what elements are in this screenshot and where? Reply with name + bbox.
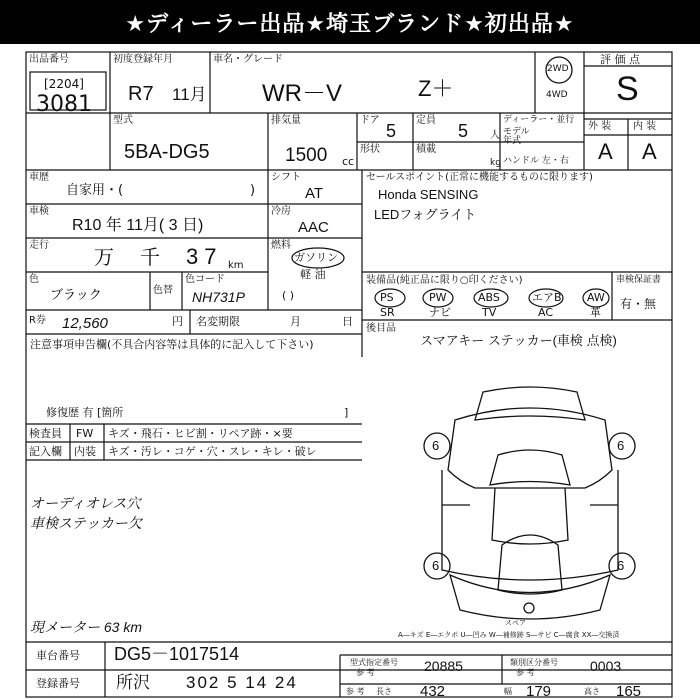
equip-aw: AW <box>587 291 605 304</box>
mileage-km: km <box>228 260 244 271</box>
auction-banner: ★ディーラー出品★埼玉ブランド★初出品★ <box>0 0 700 44</box>
model-type-label: 型式 <box>113 115 133 126</box>
equipment-label: 装備品(純正品に限り○印ください) <box>366 275 523 286</box>
displacement-value: 1500 <box>285 145 328 166</box>
notes-header: 注意事項申告欄(不具合内容等は具体的に記入して下さい) <box>30 338 314 351</box>
displacement-label: 排気量 <box>271 115 301 126</box>
fuel-diesel: 軽 油 <box>300 268 326 281</box>
tire-front-left: 6 <box>432 438 440 453</box>
rear-items-label: 後目品 <box>366 323 396 334</box>
category-ref: 参 考 <box>516 668 535 677</box>
interior-grade: A <box>642 139 657 164</box>
hand-note-1: オーディオレス穴 <box>30 495 141 511</box>
equip-navi: ナビ <box>429 306 451 319</box>
length-value: 432 <box>420 683 446 700</box>
fuel-label: 燃料 <box>271 240 291 251</box>
capacity-value: 5 <box>458 121 469 141</box>
sales-point-1: Honda SENSING <box>378 187 479 202</box>
shape-label: 形状 <box>360 144 380 155</box>
repair-close: ] <box>344 406 349 419</box>
first-reg-year: R7 <box>128 83 154 105</box>
capacity-unit: 人 <box>490 130 500 141</box>
model-grade-label: 車名・グレード <box>213 54 283 65</box>
lot-no-label: 出品番号 <box>29 54 69 65</box>
equip-sr: SR <box>380 306 395 319</box>
first-reg-label: 初度登録年月 <box>113 54 173 65</box>
chassis-no-value: DG5－1017514 <box>114 644 240 664</box>
car-name: WR－V <box>262 80 342 107</box>
sales-point-2: LEDフォグライト <box>374 207 477 222</box>
color-label: 色 <box>29 274 39 285</box>
aircon-label: 冷房 <box>271 206 291 217</box>
equip-ac: AC <box>538 306 554 319</box>
equip-abs: ABS <box>478 291 500 304</box>
history-close: ) <box>250 183 256 198</box>
shift-label: シフト <box>271 172 301 183</box>
reg-no-label: 登録番号 <box>36 677 80 690</box>
fw-items: キズ・飛石・ヒビ割・リペア跡・×要 <box>108 427 293 440</box>
equip-leather: 革 <box>590 306 601 319</box>
first-reg-month: 11月 <box>172 85 207 104</box>
reg-no-value: 302 5 14 24 <box>186 673 298 692</box>
fw-label: FW <box>76 427 94 440</box>
width-label: 幅 <box>504 687 512 696</box>
color-value: ブラック <box>50 287 102 302</box>
recycle-label: R券 <box>29 315 46 326</box>
repair-history: 修復歴 有 [箇所 <box>46 406 124 419</box>
drive-4wd: 4WD <box>546 90 568 100</box>
inspection-value: R10 年 11月( 3 日) <box>72 217 204 234</box>
rear-items-value: スマアキー ステッカー(車検 点検) <box>420 333 617 348</box>
width-value: 179 <box>526 683 552 700</box>
model-year-l2: 年式 <box>503 136 522 146</box>
expiry-day: 日 <box>342 315 353 328</box>
height-value: 165 <box>616 683 642 700</box>
lot-prefix: [2204] <box>44 77 84 91</box>
color-change-label: 色替 <box>153 285 173 296</box>
warranty-option: 有・無 <box>620 297 657 311</box>
category-label: 類別区分番号 <box>510 658 558 667</box>
sales-point-label: セールスポイント(正常に機能するものに限ります) <box>366 172 593 183</box>
hand-note-2: 車検ステッカー欠 <box>30 515 142 531</box>
inspector-label-2: 記入欄 <box>29 445 62 458</box>
door-value: 5 <box>386 121 397 141</box>
model-year-l1: モデル <box>503 127 530 137</box>
recycle-amount: 12,560 <box>62 315 108 332</box>
inner-label: 内装 <box>74 445 96 458</box>
exterior-grade: A <box>598 139 613 164</box>
equip-pw: PW <box>429 291 447 304</box>
tire-front-right: 6 <box>617 438 625 453</box>
equip-airbag: エアB <box>532 291 562 304</box>
spare-label: スペア <box>505 619 526 627</box>
history-value: 自家用・( <box>66 183 124 198</box>
capacity-label: 定員 <box>416 115 436 126</box>
length-label: 長さ <box>376 687 392 696</box>
aircon-value: AAC <box>298 219 329 236</box>
lot-number: 3081 <box>36 92 92 117</box>
door-label: ドア <box>360 115 380 126</box>
equip-ps: PS <box>380 291 394 304</box>
color-code-value: NH731P <box>192 289 245 305</box>
handle-label: ハンドル 左・右 <box>503 156 569 166</box>
damage-legend: A―キズ E―エクボ U―凹み W―補修跡 S―サビ C―腐食 XX―交換済 <box>398 631 620 639</box>
shift-value: AT <box>305 185 324 202</box>
cc-unit: cc <box>342 155 355 168</box>
height-label: 高さ <box>584 687 600 696</box>
rating-value: S <box>616 70 639 108</box>
reg-area: 所沢 <box>116 673 150 692</box>
expiry-month: 月 <box>290 315 301 328</box>
inner-items: キズ・汚レ・コゲ・穴・スレ・キレ・破レ <box>108 445 317 458</box>
warranty-label: 車検保証書 <box>616 275 662 285</box>
equip-tv: TV <box>482 306 497 319</box>
load-kg: kg <box>490 158 501 168</box>
mileage-value: 37 <box>186 244 223 269</box>
expiry-label: 名変期限 <box>196 315 240 328</box>
fuel-other: ( ) <box>282 289 295 302</box>
history-label: 車歴 <box>29 172 49 183</box>
rating-label: 評 価 点 <box>600 53 640 66</box>
type-designation-label: 型式指定番号 <box>350 658 398 667</box>
meter-note: 現メーター 63 km <box>30 619 143 635</box>
recycle-yen: 円 <box>172 315 183 328</box>
grade: Z＋ <box>418 76 454 101</box>
chassis-no-label: 車台番号 <box>36 649 80 662</box>
type-designation-value: 20885 <box>424 658 463 674</box>
interior-label: 内 装 <box>633 121 657 132</box>
mileage-label: 走行 <box>29 240 49 251</box>
fuel-gasoline: ガソリン <box>294 251 338 264</box>
mileage-man: 万 <box>94 247 114 269</box>
load-label: 積載 <box>416 144 436 155</box>
exterior-label: 外 装 <box>588 121 612 132</box>
mileage-sen: 千 <box>140 247 160 269</box>
dealer-model-label: ディーラー・並行 <box>503 115 575 125</box>
drive-2wd: 2WD <box>547 64 569 74</box>
tire-rear-right: 6 <box>617 558 625 573</box>
tire-rear-left: 6 <box>432 558 440 573</box>
color-code-label: 色コード <box>185 274 225 285</box>
inspection-label: 車検 <box>29 206 49 217</box>
type-designation-ref: 参 考 <box>356 668 375 677</box>
dims-ref: 参 考 <box>346 687 365 696</box>
inspector-label-1: 検査員 <box>29 427 62 440</box>
category-value: 0003 <box>590 658 622 674</box>
model-type-value: 5BA-DG5 <box>124 141 210 163</box>
